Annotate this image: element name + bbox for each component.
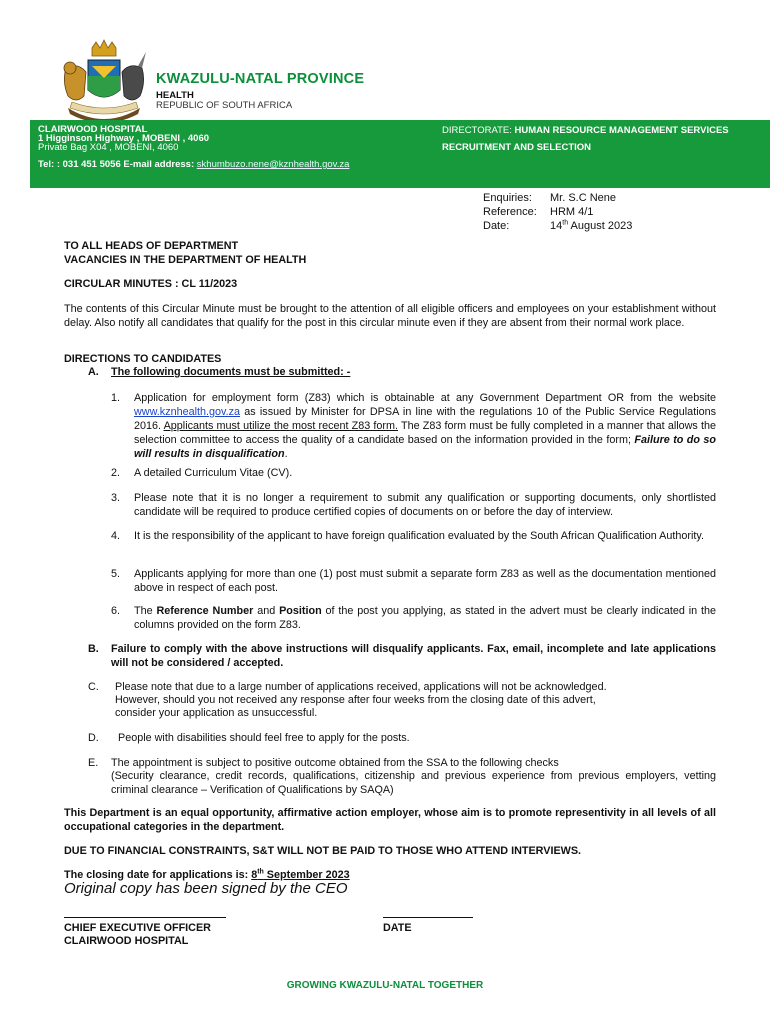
contact-line <box>38 160 349 171</box>
financial-notice: DUE TO FINANCIAL CONSTRAINTS, S&T WILL NOT BE PAID TO THOSE WHO ATTEND INTERVIEWS. <box>64 845 582 857</box>
section-d-letter: D. <box>88 732 99 744</box>
section-c-letter: C. <box>88 681 99 693</box>
date-caption: DATE <box>383 922 412 934</box>
list-item: Application for employment form (Z83) which is obtainable at any Government Department OR from the website www.kznhealth.gov.za as issued by Minister for DPSA in line with the regulations 10 of the Public Service Regulations 2016. Applicants must utilize the most recent Z83 form. The Z83 form must be fully completed in a manner that allows the selection committee to access the quality of a candidate based on the information provided in the form; Failure to do so will results in disqualification. <box>134 392 716 461</box>
address-line-2: Private Bag X04 , MOBENI, 4060 <box>38 142 179 153</box>
section-b-letter: B. <box>88 643 99 655</box>
signed-note: Original copy has been signed by the CEO <box>64 880 348 897</box>
department-name: HEALTH <box>156 90 194 101</box>
list-item: Applicants applying for more than one (1) post must submit a separate form Z83 as well as the documentation mentioned above in respect of each post. <box>134 568 716 595</box>
item-number: 6. <box>111 605 121 617</box>
item-number: 4. <box>111 530 121 542</box>
date-value: 14th August 2023 <box>550 219 633 233</box>
section-c-line-1: Please note that due to a large number of applications received, applications will not be acknowledged. <box>115 681 607 693</box>
addressee-line-2: VACANCIES IN THE DEPARTMENT OF HEALTH <box>64 254 307 266</box>
enquiries-value: Mr. S.C Nene <box>550 192 617 204</box>
unit-name: RECRUITMENT AND SELECTION <box>442 142 592 153</box>
item-number: 3. <box>111 492 121 504</box>
equal-opportunity-statement: This Department is an equal opportunity, affirmative action employer, whose aim is to promote representivity in all levels of all occupational categories in the department. <box>64 807 716 834</box>
footer-slogan: GROWING KWAZULU-NATAL TOGETHER <box>286 980 484 991</box>
reference-value: HRM 4/1 <box>550 206 594 219</box>
list-item: Please note that it is no longer a requirement to submit any qualification or supporting documents, only shortlisted candidate will be required to produce certified copies of documents on or before the day of interview. <box>134 492 716 519</box>
item-number: 2. <box>111 467 121 479</box>
item-number: 5. <box>111 568 121 580</box>
section-a-letter: A. <box>88 366 99 378</box>
hospital-name: CLAIRWOOD HOSPITAL <box>38 124 148 135</box>
enquiries-table <box>483 191 632 233</box>
directions-heading: DIRECTIONS TO CANDIDATES <box>64 353 222 365</box>
section-e-letter: E. <box>88 757 99 769</box>
date-label: Date: <box>483 220 510 233</box>
circular-number: CIRCULAR MINUTES : CL 11/2023 <box>64 278 238 290</box>
item-number: 1. <box>111 392 121 404</box>
section-b-text: Failure to comply with the above instructions will disqualify applicants. Fax, email, incomplete and late applications will not be considered / accepted. <box>111 643 716 670</box>
signature-line <box>64 917 226 918</box>
email-link[interactable]: skhumbuzo.nene@kznhealth.gov.za <box>196 159 350 170</box>
website-link[interactable]: www.kznhealth.gov.za <box>134 406 241 419</box>
closing-date: The closing date for applications is: 8th September 2023 <box>64 868 350 881</box>
directorate-label: DIRECTORATE: <box>442 125 515 136</box>
intro-paragraph: The contents of this Circular Minute must be brought to the attention of all eligible officers and employees on your establishment without delay. Also notify all candidates that qualify for the post in this circular minute even if they are absent from their normal work place. <box>64 303 716 330</box>
section-c-line-2: However, should you not received any response after four weeks from the closing date of this advert, <box>115 694 596 706</box>
list-item: It is the responsibility of the applicant to have foreign qualification evaluated by the South African Qualification Authority. <box>134 530 704 542</box>
directorate <box>442 126 729 137</box>
section-a-title: The following documents must be submitted: - <box>111 366 351 378</box>
enquiries-label: Enquiries: <box>483 192 532 204</box>
section-e-line-2: (Security clearance, credit records, qualifications, citizenship and previous experience from previous employers, vetting criminal clearance – Verification of Qualifications by SAQA) <box>111 770 716 797</box>
reference-label: Reference: <box>483 206 537 219</box>
signatory-title: CHIEF EXECUTIVE OFFICER <box>64 922 211 934</box>
country-name: REPUBLIC OF SOUTH AFRICA <box>156 100 293 111</box>
tel-text: Tel: : 031 451 5056 E-mail address: <box>38 159 197 170</box>
directorate-value: HUMAN RESOURCE MANAGEMENT SERVICES <box>514 125 729 136</box>
list-item: A detailed Curriculum Vitae (CV). <box>134 467 293 479</box>
section-d-text: People with disabilities should feel free to apply for the posts. <box>118 732 410 744</box>
date-line <box>383 917 473 918</box>
coat-of-arms-logo <box>58 38 150 122</box>
signatory-org: CLAIRWOOD HOSPITAL <box>64 935 189 947</box>
province-name: KWAZULU-NATAL PROVINCE <box>156 71 365 87</box>
list-item: The Reference Number and Position of the post you applying, as stated in the advert must be clearly indicated in the columns provided on the form Z83. <box>134 605 716 632</box>
address-line-1: 1 Higginson Highway , MOBENI , 4060 <box>38 133 210 144</box>
section-c-line-3: consider your application as unsuccessful. <box>115 707 318 719</box>
section-e-line-1: The appointment is subject to positive outcome obtained from the SSA to the following checks <box>111 757 559 769</box>
addressee-line-1: TO ALL HEADS OF DEPARTMENT <box>64 240 239 252</box>
